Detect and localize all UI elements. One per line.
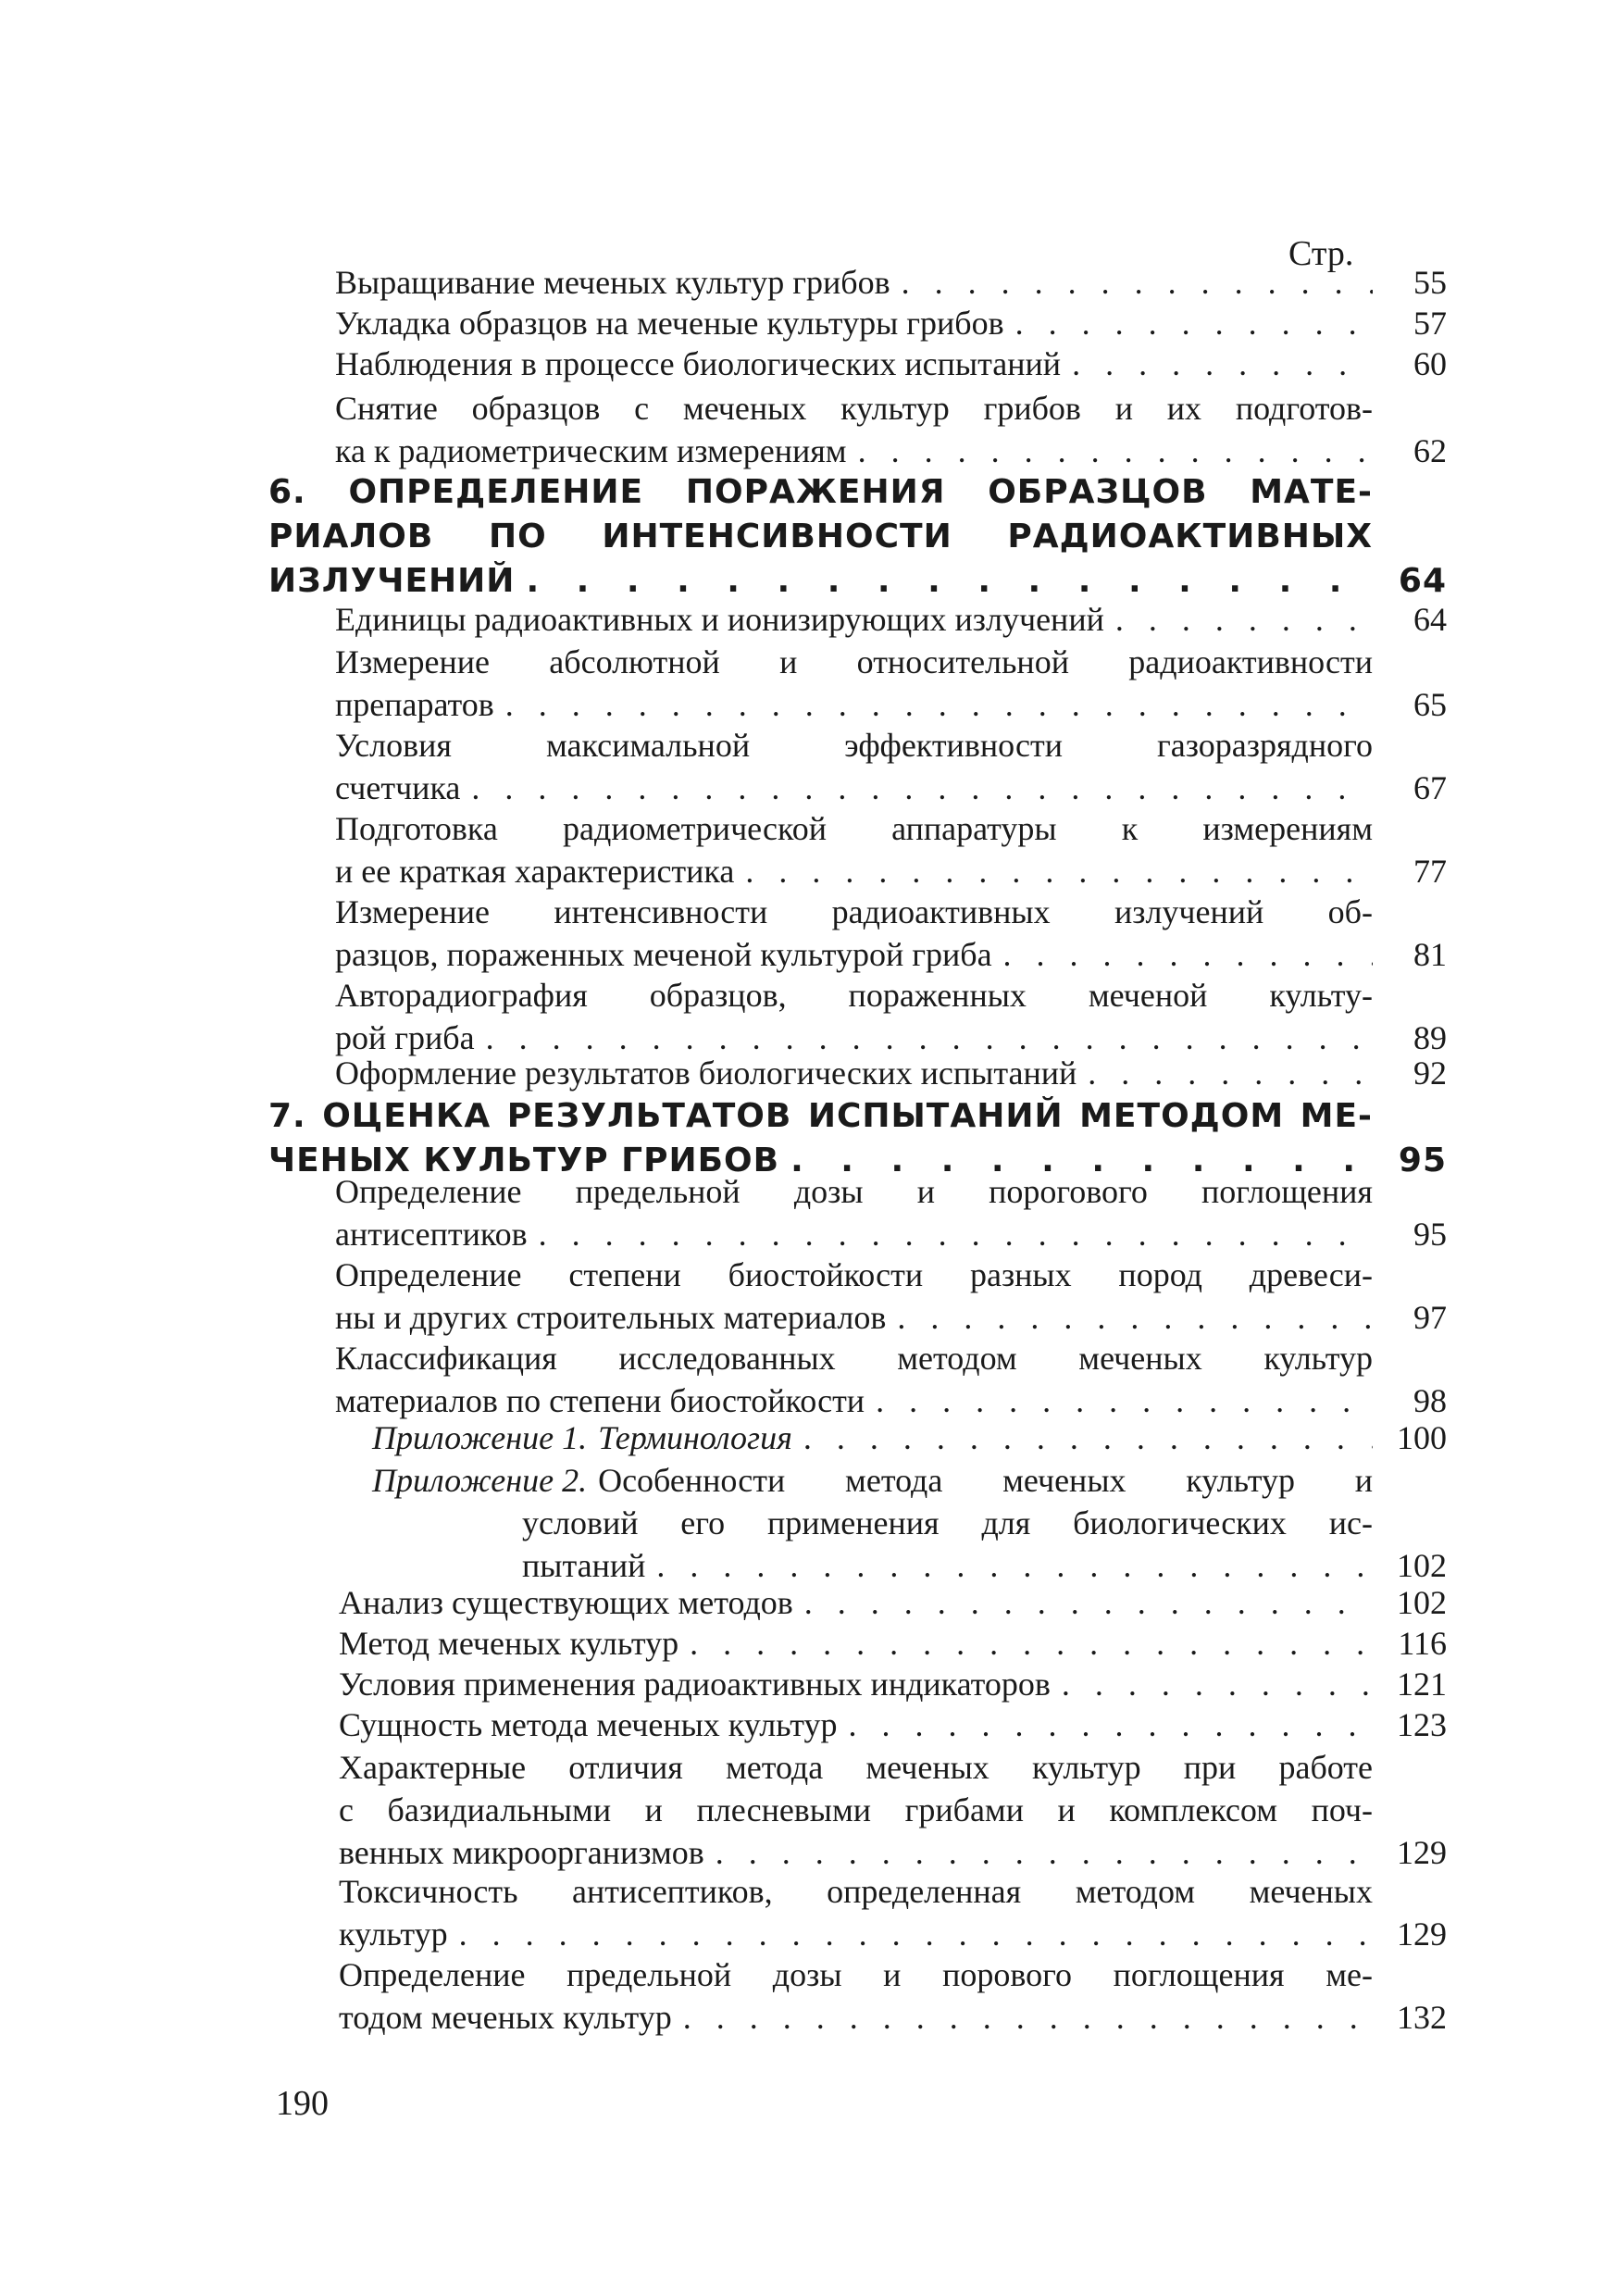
toc-entry [335, 598, 1447, 641]
toc-entry-text: культур [339, 1915, 448, 1953]
leader-dots [690, 1622, 1373, 1665]
leader-dots [902, 261, 1373, 304]
leader-dots [1015, 302, 1373, 344]
toc-entry-text: и ее краткая характеристика [335, 853, 735, 890]
toc-entry-text: антисептиков [335, 1216, 528, 1253]
leader-dots [858, 430, 1373, 472]
toc-page-number: 129 [1397, 1915, 1447, 1953]
toc-entry [335, 1254, 1447, 1339]
toc-entry-text: Определение предельной дозы и порового поглощения ме- [339, 1956, 1373, 1993]
toc-entry-text: Определение предельной дозы и порогового поглощения [335, 1173, 1373, 1210]
toc-entry [335, 302, 1447, 344]
toc-entry-text: Определение степени биостойкости разных пород древеси- [335, 1256, 1373, 1293]
toc-entry-text: Особенности метода меченых культур и [598, 1462, 1373, 1499]
toc-section-heading [268, 470, 1447, 604]
toc-entry-text: Оформление результатов биологических испытаний [335, 1054, 1077, 1092]
toc-entry-text: Единицы радиоактивных и ионизирующих излучений [335, 601, 1104, 638]
toc-entry [339, 1703, 1447, 1746]
toc-entry-text: Анализ существующих методов [339, 1584, 793, 1621]
toc-page-number: 67 [1413, 769, 1447, 806]
toc-page-number: 57 [1413, 305, 1447, 342]
leader-dots [683, 1996, 1373, 2039]
toc-entry [335, 974, 1447, 1059]
toc-page-number: 65 [1413, 686, 1447, 723]
section-heading-text: ИЗЛУЧЕНИЙ [268, 562, 516, 600]
toc-entry-text: Выращивание меченых культур грибов [335, 264, 890, 301]
appendix-label: Приложение 1. [372, 1419, 588, 1456]
toc-page-number: 77 [1413, 853, 1447, 890]
toc-entry-text: Условия применения радиоактивных индикаторов [339, 1666, 1051, 1703]
toc-entry-text: Подготовка радиометрической аппаратуры к измерениям [335, 810, 1373, 847]
toc-entry-text: с базидиальными и плесневыми грибами и комплексом поч- [339, 1791, 1373, 1828]
toc-entry-text: счетчика [335, 769, 461, 806]
toc-entry-text: Измерение интенсивности радиоактивных излучений об- [335, 893, 1373, 930]
toc-entry [335, 343, 1447, 385]
toc-entry-text: Измерение абсолютной и относительной радиоактивности [335, 643, 1373, 680]
toc-appendix-entry [372, 1459, 1447, 1587]
leader-dots [745, 850, 1373, 892]
toc-appendix-entry [372, 1416, 1447, 1459]
leader-dots [505, 683, 1373, 726]
toc-entry-text: Укладка образцов на меченые культуры грибов [335, 305, 1004, 342]
toc-entry [339, 1746, 1447, 1874]
toc-page-number: 95 [1398, 1142, 1447, 1179]
toc-entry [339, 1870, 1447, 1955]
leader-dots [803, 1416, 1373, 1459]
toc-entry-text: рой гриба [335, 1019, 475, 1056]
toc-entry-text: ка к радиометрическим измерениям [335, 432, 847, 469]
toc-entry-text: ны и других строительных материалов [335, 1299, 887, 1336]
toc-page-number: 102 [1397, 1584, 1447, 1621]
toc-entry-text: Токсичность антисептиков, определенная методом меченых [339, 1873, 1373, 1910]
leader-dots [716, 1831, 1373, 1874]
toc-entry [335, 1337, 1447, 1422]
leader-dots [459, 1913, 1373, 1955]
toc-page-number: 121 [1397, 1666, 1447, 1703]
toc-entry [335, 724, 1447, 809]
toc-page-number: 60 [1413, 345, 1447, 382]
toc-page-number: 81 [1413, 936, 1447, 973]
leader-dots [539, 1213, 1373, 1255]
toc-entry [335, 891, 1447, 976]
toc-entry [335, 807, 1447, 892]
toc-page-number: 132 [1397, 1999, 1447, 2036]
toc-entry-text: Классификация исследованных методом меченых культур [335, 1340, 1373, 1377]
leader-dots [1003, 933, 1373, 976]
toc-entry [339, 1953, 1447, 2039]
toc-page-number: 64 [1398, 562, 1447, 600]
toc-page-number: 123 [1397, 1706, 1447, 1743]
toc-page-number: 102 [1397, 1547, 1447, 1584]
toc-entry-text: условий его применения для биологических ис- [522, 1504, 1373, 1541]
section-heading-text: РИАЛОВ ПО ИНТЕНСИВНОСТИ РАДИОАКТИВНЫХ [268, 518, 1373, 555]
leader-dots [897, 1296, 1373, 1339]
toc-entry [335, 1052, 1447, 1094]
page-number: 190 [276, 2084, 329, 2123]
leader-dots [1115, 598, 1373, 641]
toc-page-number: 129 [1397, 1834, 1447, 1871]
toc-page-number: 98 [1413, 1382, 1447, 1419]
toc-page-number: 62 [1413, 432, 1447, 469]
leader-dots [1062, 1663, 1373, 1705]
leader-dots [848, 1703, 1373, 1746]
toc-entry-text: Наблюдения в процессе биологических испытаний [335, 345, 1062, 382]
toc-entry-text: Характерные отличия метода меченых культур при работе [339, 1749, 1373, 1786]
toc-entry-text: Терминология [598, 1419, 792, 1456]
toc-page-number: 64 [1413, 601, 1447, 638]
toc-page-number: 92 [1413, 1054, 1447, 1092]
toc-entry-text: материалов по степени биостойкости [335, 1382, 865, 1419]
toc-entry [339, 1581, 1447, 1624]
toc-entry-text: препаратов [335, 686, 494, 723]
toc-entry-text: Метод меченых культур [339, 1625, 679, 1662]
toc-page-number: 89 [1413, 1019, 1447, 1056]
section-heading-text: 6. ОПРЕДЕЛЕНИЕ ПОРАЖЕНИЯ ОБРАЗЦОВ МАТЕ- [268, 473, 1373, 511]
toc-entry-text: разцов, пораженных меченой культурой гриба [335, 936, 992, 973]
toc-page-number: 55 [1413, 264, 1447, 301]
toc-entry [335, 641, 1447, 726]
section-heading-text: 7. ОЦЕНКА РЕЗУЛЬТАТОВ ИСПЫТАНИЙ МЕТОДОМ МЕ- [268, 1097, 1373, 1135]
toc-entry [339, 1622, 1447, 1665]
toc-page-number: 100 [1397, 1419, 1447, 1456]
page-column-label: Стр. [1288, 234, 1354, 273]
toc-entry-text: Авторадиография образцов, пораженных меченой культу- [335, 977, 1373, 1014]
toc-entry-text: тодом меченых культур [339, 1999, 672, 2036]
leader-dots [1088, 1052, 1373, 1094]
leader-dots [526, 559, 1373, 604]
toc-page-number: 97 [1413, 1299, 1447, 1336]
toc-entry-text: Сущность метода меченых культур [339, 1706, 838, 1743]
section-heading-text: ЧЕНЫХ КУЛЬТУР ГРИБОВ [268, 1142, 780, 1179]
toc-entry-text: венных микроорганизмов [339, 1834, 704, 1871]
appendix-label: Приложение 2. [372, 1462, 588, 1499]
toc-entry [339, 1663, 1447, 1705]
leader-dots [1072, 343, 1373, 385]
toc-entry-text: Условия максимальной эффективности газоразрядного [335, 727, 1373, 764]
toc-entry-text: пытаний [522, 1547, 646, 1584]
toc-entry-text: Снятие образцов с меченых культур грибов и их подготов- [335, 390, 1373, 427]
toc-page-number: 95 [1413, 1216, 1447, 1253]
leader-dots [804, 1581, 1373, 1624]
toc-entry [335, 261, 1447, 304]
toc-page-number: 116 [1398, 1625, 1447, 1662]
toc-entry [335, 1170, 1447, 1255]
leader-dots [471, 767, 1373, 809]
toc-entry [335, 387, 1447, 472]
